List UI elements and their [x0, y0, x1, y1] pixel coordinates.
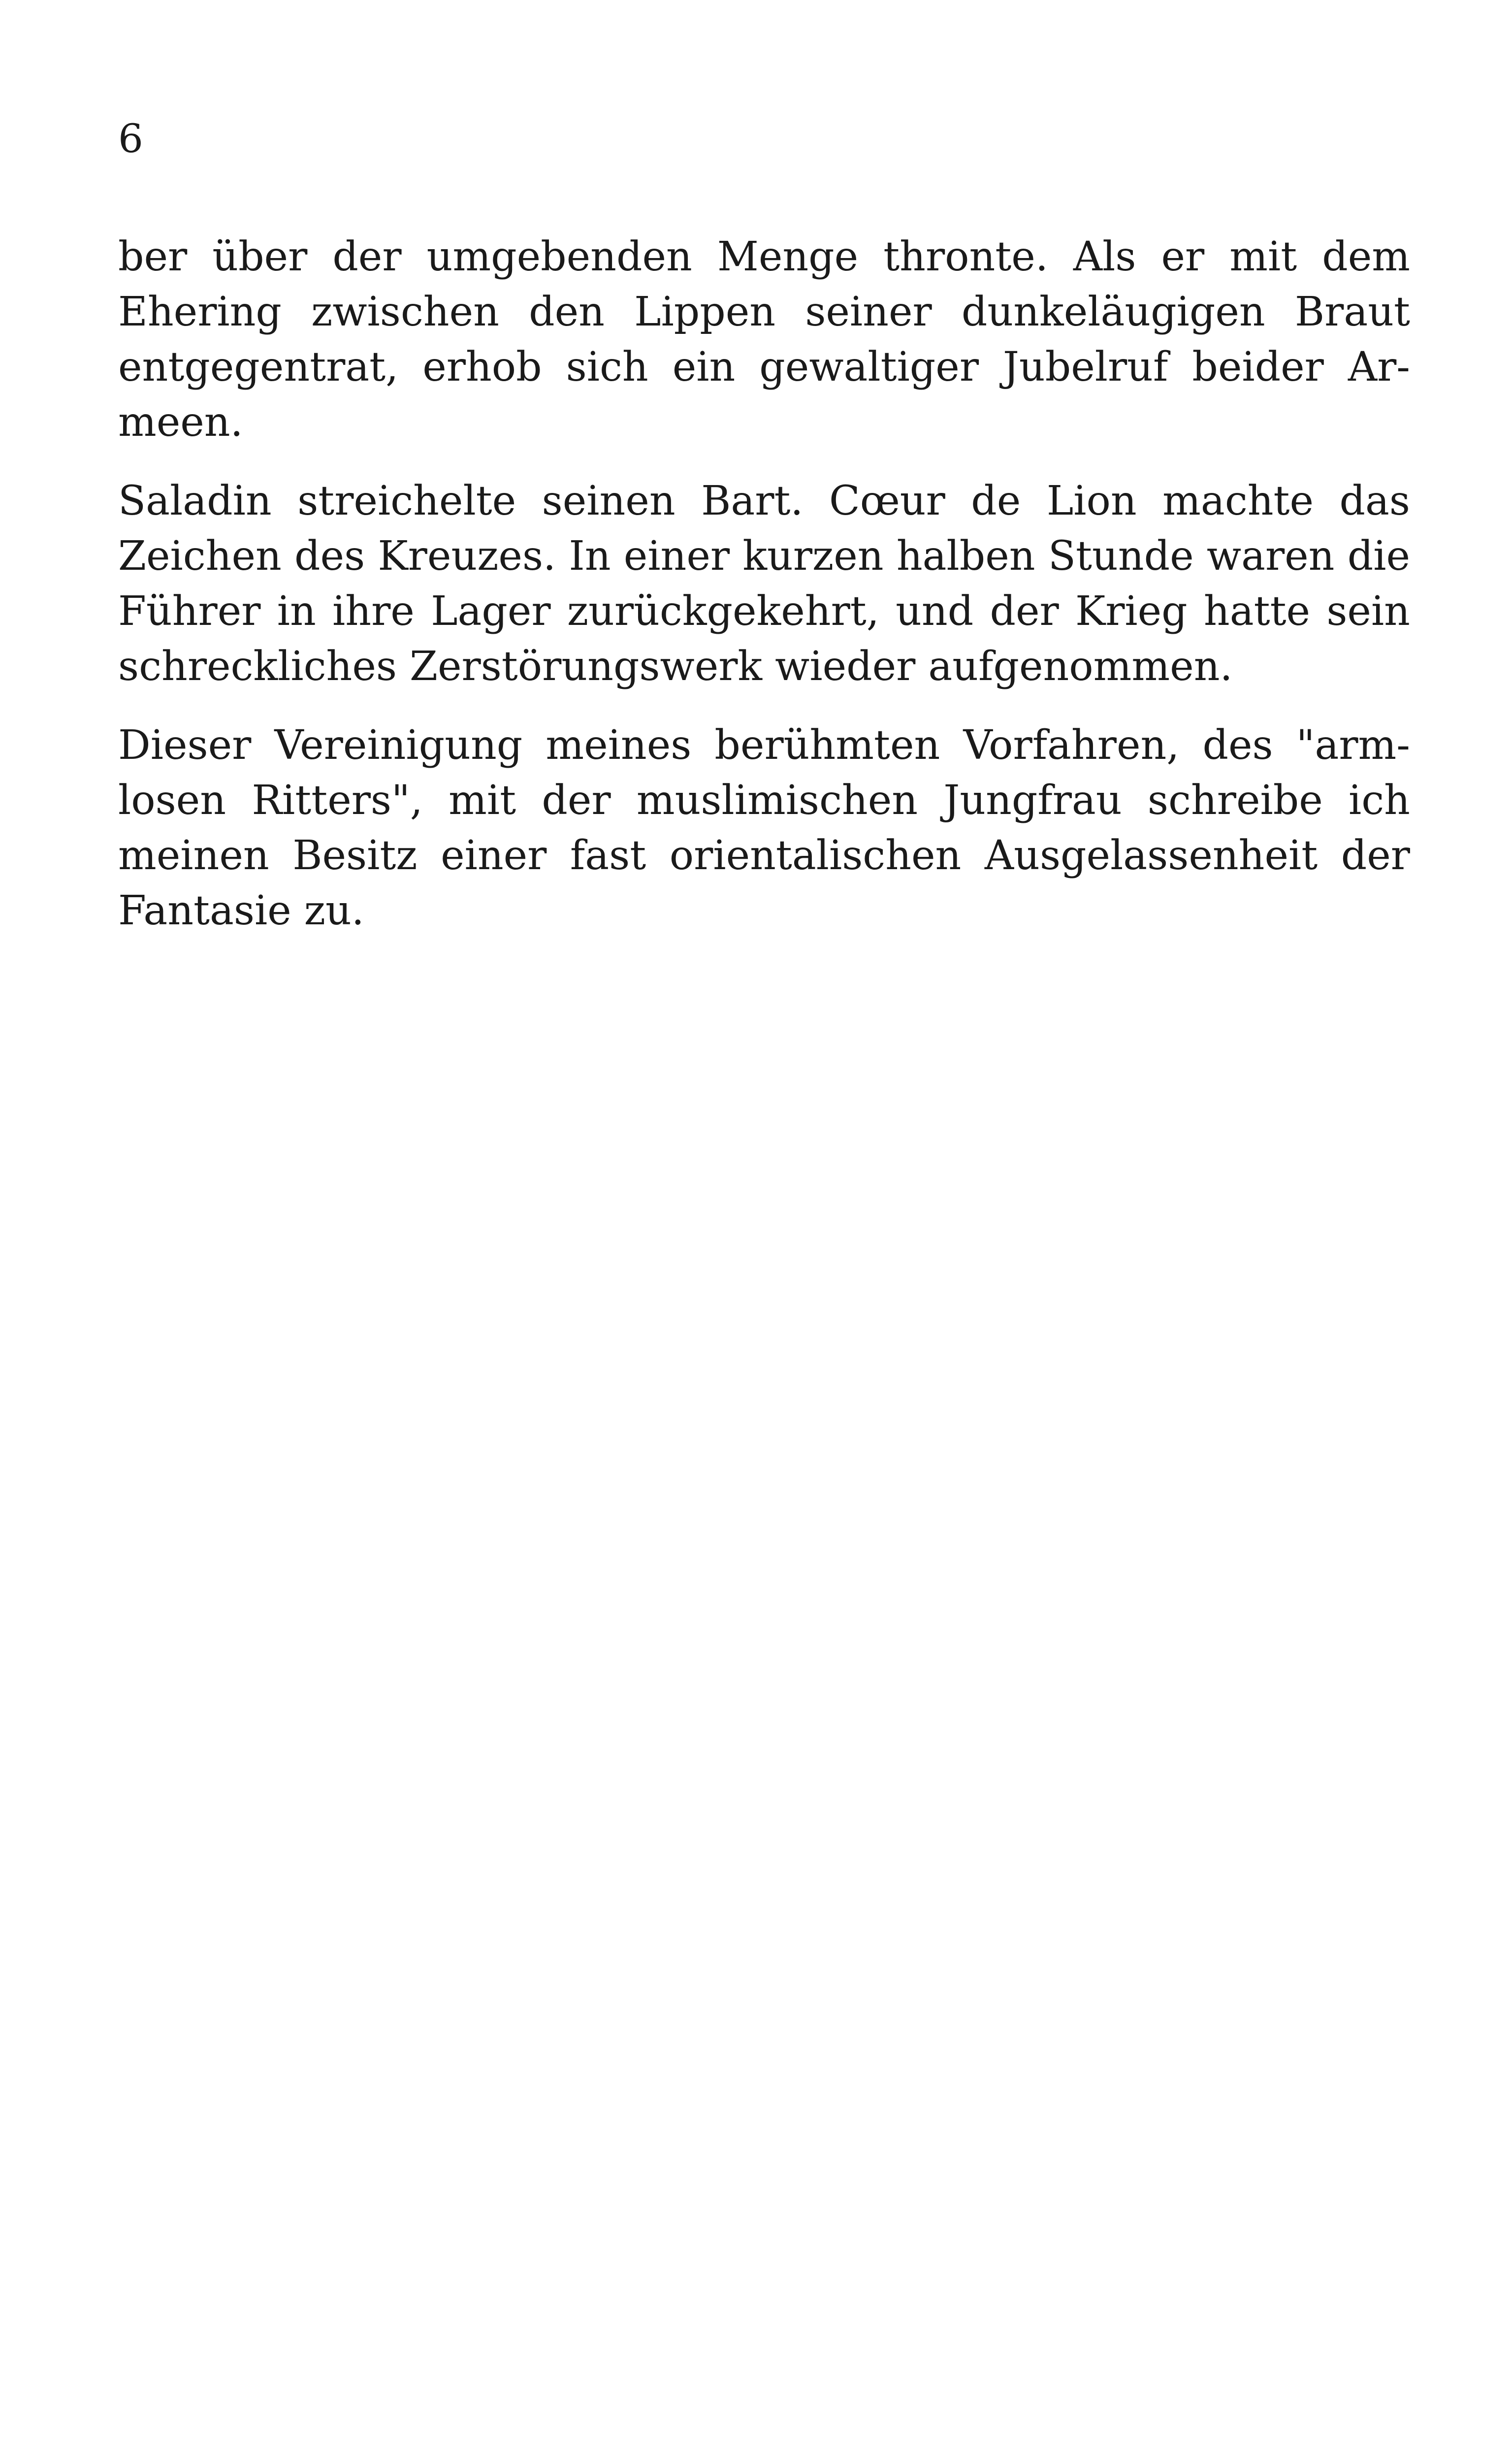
page-number: 6	[118, 116, 143, 162]
body-text	[118, 229, 1410, 962]
paragraph-2: Saladin streichelte seinen Bart. Cœur de Lion machte das Zeichen des Kreuzes. In einer kurzen halben Stunde waren die Führer in ihre Lager zurückgekehrt, und der Krieg hatte sein schreckliches Zerstörungswerk wieder aufgenommen.	[118, 478, 1410, 690]
paragraph-1: ber über der umgebenden Menge thronte. Als er mit dem Ehering zwischen den Lippen seiner dunkeläugigen Braut entgegentrat, erhob sich ein gewaltiger Jubelruf beider Armeen.	[118, 233, 1410, 446]
paragraph-3: Dieser Vereinigung meines berühmten Vorfahren, des "armlosen Ritters", mit der muslimischen Jungfrau schreibe ich meinen Besitz einer fast orientalischen Ausgelassenheit der Fantasie zu.	[118, 722, 1410, 934]
